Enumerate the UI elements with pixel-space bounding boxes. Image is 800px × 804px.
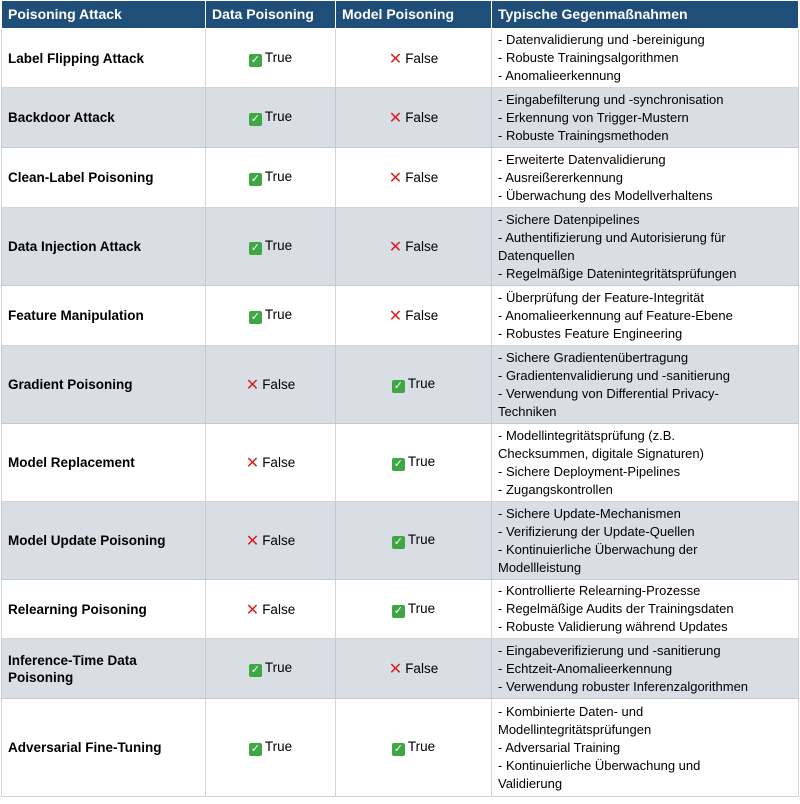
countermeasure-line: Datenquellen — [498, 247, 575, 263]
cross-icon: ✕ — [388, 308, 403, 325]
model-poisoning-value: False — [405, 110, 439, 125]
attack-name: Feature Manipulation — [2, 286, 206, 346]
cross-icon: ✕ — [388, 239, 403, 256]
attack-name: Backdoor Attack — [2, 88, 206, 148]
model-poisoning-value: False — [405, 170, 439, 185]
data-poisoning-cell — [206, 208, 336, 286]
data-poisoning-value: False — [262, 601, 296, 617]
header-attack: Poisoning Attack — [2, 1, 206, 29]
attack-name: Inference-Time Data Poisoning — [2, 639, 206, 699]
data-poisoning-cell — [206, 424, 336, 502]
cross-icon: ✕ — [388, 661, 403, 678]
attack-name: Data Injection Attack — [2, 208, 206, 286]
model-poisoning-value: True — [407, 739, 436, 754]
countermeasure-line: - Robustes Feature Engineering — [498, 325, 683, 341]
countermeasure-line: Techniken — [498, 403, 557, 419]
data-poisoning-value: False — [262, 377, 296, 392]
attack-name: Adversarial Fine-Tuning — [2, 699, 206, 797]
countermeasure-line: - Datenvalidierung und -bereinigung — [498, 32, 705, 47]
countermeasure-line: Modellleistung — [498, 559, 582, 575]
countermeasure-line: - Anomalieerkennung — [498, 68, 621, 83]
data-poisoning-value: True — [264, 739, 293, 754]
model-poisoning-cell — [336, 346, 492, 424]
model-poisoning-cell — [336, 29, 492, 88]
cross-icon: ✕ — [388, 110, 403, 127]
countermeasure-line: - Robuste Validierung während Updates — [498, 619, 728, 634]
check-box-icon: ✓ — [250, 173, 260, 185]
countermeasure-line: - Regelmäßige Audits der Trainingsdaten — [498, 601, 734, 616]
data-poisoning-value: True — [264, 307, 293, 322]
table-row — [2, 346, 799, 424]
countermeasures-cell — [492, 699, 799, 797]
countermeasures-cell — [492, 580, 799, 639]
countermeasures-cell — [492, 208, 799, 286]
countermeasures-cell — [492, 639, 799, 699]
countermeasures-cell — [492, 424, 799, 502]
table-body — [2, 29, 799, 797]
data-poisoning-cell — [206, 580, 336, 639]
data-poisoning-cell — [206, 699, 336, 797]
countermeasure-line: Modellintegritätsprüfungen — [498, 721, 652, 737]
countermeasure-line: - Überprüfung der Feature-Integrität — [498, 289, 704, 305]
check-box-icon: ✓ — [250, 664, 260, 676]
check-box-icon: ✓ — [393, 458, 403, 470]
check-box-icon: ✓ — [393, 536, 403, 548]
countermeasure-line: - Anomalieerkennung auf Feature-Ebene — [498, 307, 733, 323]
countermeasures-cell — [492, 286, 799, 346]
check-box-icon: ✓ — [250, 311, 260, 323]
model-poisoning-cell — [336, 286, 492, 346]
header-countermeasures: Typische Gegenmaßnahmen — [492, 1, 799, 29]
cross-icon: ✕ — [245, 601, 260, 619]
countermeasure-line: - Sichere Update-Mechanismen — [498, 505, 681, 521]
countermeasure-line: - Adversarial Training — [498, 739, 621, 755]
data-poisoning-cell — [206, 502, 336, 580]
countermeasure-line: - Eingabefilterung und -synchronisation — [498, 91, 724, 107]
data-poisoning-value: True — [264, 109, 293, 124]
countermeasure-line: - Kontrollierte Relearning-Prozesse — [498, 583, 701, 598]
model-poisoning-value: False — [405, 308, 439, 323]
model-poisoning-cell — [336, 424, 492, 502]
model-poisoning-cell — [336, 580, 492, 639]
attack-name: Model Update Poisoning — [2, 502, 206, 580]
check-box-icon: ✓ — [393, 380, 403, 392]
header-model-poisoning: Model Poisoning — [336, 1, 492, 29]
data-poisoning-value: False — [262, 455, 296, 470]
header-data-poisoning: Data Poisoning — [206, 1, 336, 29]
table-row — [2, 699, 799, 797]
data-poisoning-value: True — [264, 660, 293, 675]
attack-name: Clean-Label Poisoning — [2, 148, 206, 208]
countermeasures-cell — [492, 29, 799, 88]
check-box-icon: ✓ — [250, 743, 260, 755]
data-poisoning-cell — [206, 29, 336, 88]
cross-icon: ✕ — [245, 533, 260, 550]
model-poisoning-value: False — [405, 239, 439, 254]
countermeasure-line: - Verwendung robuster Inferenzalgorithmen — [498, 678, 749, 694]
data-poisoning-cell — [206, 286, 336, 346]
check-box-icon: ✓ — [393, 743, 403, 755]
attack-name: Model Replacement — [2, 424, 206, 502]
countermeasure-line: - Sichere Deployment-Pipelines — [498, 463, 681, 479]
countermeasure-line: - Überwachung des Modellverhaltens — [498, 187, 713, 203]
data-poisoning-value: True — [264, 49, 293, 65]
model-poisoning-value: True — [407, 376, 436, 391]
countermeasure-line: - Zugangskontrollen — [498, 481, 613, 497]
poisoning-attacks-table — [1, 0, 799, 797]
countermeasure-line: - Verwendung von Differential Privacy- — [498, 385, 719, 401]
cross-icon: ✕ — [388, 170, 403, 187]
countermeasure-line: - Eingabeverifizierung und -sanitierung — [498, 642, 721, 658]
countermeasure-line: - Regelmäßige Datenintegritätsprüfungen — [498, 265, 737, 281]
countermeasure-line: - Gradientenvalidierung und -sanitierung — [498, 367, 730, 383]
cross-icon: ✕ — [245, 455, 260, 472]
check-box-icon: ✓ — [393, 604, 403, 617]
model-poisoning-cell — [336, 148, 492, 208]
table-row — [2, 148, 799, 208]
model-poisoning-value: False — [405, 661, 439, 676]
model-poisoning-cell — [336, 502, 492, 580]
countermeasure-line: Validierung — [498, 775, 563, 791]
model-poisoning-value: True — [407, 600, 436, 616]
countermeasures-cell — [492, 346, 799, 424]
countermeasure-line: - Ausreißererkennung — [498, 169, 624, 185]
countermeasure-line: - Sichere Datenpipelines — [498, 211, 640, 227]
table-row — [2, 88, 799, 148]
countermeasure-line: - Kontinuierliche Überwachung der — [498, 541, 698, 557]
countermeasure-line: - Erweiterte Datenvalidierung — [498, 151, 666, 167]
data-poisoning-value: True — [264, 169, 293, 184]
header-row — [2, 1, 799, 29]
attack-name: Gradient Poisoning — [2, 346, 206, 424]
table-row — [2, 208, 799, 286]
countermeasure-line: - Sichere Gradientenübertragung — [498, 349, 689, 365]
table-row — [2, 286, 799, 346]
cross-icon: ✕ — [245, 377, 260, 394]
table-row — [2, 502, 799, 580]
countermeasure-line: - Kontinuierliche Überwachung und — [498, 757, 701, 773]
table-row — [2, 424, 799, 502]
countermeasure-line: - Robuste Trainingsmethoden — [498, 127, 669, 143]
countermeasures-cell — [492, 148, 799, 208]
model-poisoning-cell — [336, 639, 492, 699]
countermeasure-line: - Erkennung von Trigger-Mustern — [498, 109, 689, 125]
model-poisoning-cell — [336, 208, 492, 286]
data-poisoning-cell — [206, 346, 336, 424]
model-poisoning-value: False — [405, 50, 439, 66]
table-row — [2, 639, 799, 699]
countermeasure-line: - Robuste Trainingsalgorithmen — [498, 50, 679, 65]
data-poisoning-value: False — [262, 533, 296, 548]
countermeasures-cell — [492, 502, 799, 580]
data-poisoning-value: True — [264, 238, 293, 253]
model-poisoning-cell — [336, 88, 492, 148]
check-box-icon: ✓ — [250, 242, 260, 254]
countermeasure-line: - Modellintegritätsprüfung (z.B. — [498, 427, 676, 443]
check-box-icon: ✓ — [250, 53, 260, 66]
model-poisoning-value: True — [407, 454, 436, 469]
countermeasure-line: - Authentifizierung und Autorisierung für — [498, 229, 726, 245]
cross-icon: ✕ — [388, 50, 403, 68]
table-row — [2, 29, 799, 88]
model-poisoning-cell — [336, 699, 492, 797]
table-row — [2, 580, 799, 639]
countermeasure-line: Checksummen, digitale Signaturen) — [498, 445, 704, 461]
data-poisoning-cell — [206, 88, 336, 148]
data-poisoning-cell — [206, 639, 336, 699]
check-box-icon: ✓ — [250, 113, 260, 125]
countermeasure-line: - Kombinierte Daten- und — [498, 703, 644, 719]
countermeasure-line: - Echtzeit-Anomalieerkennung — [498, 660, 673, 676]
data-poisoning-cell — [206, 148, 336, 208]
countermeasures-cell — [492, 88, 799, 148]
attack-name: Label Flipping Attack — [2, 29, 206, 88]
countermeasure-line: - Verifizierung der Update-Quellen — [498, 523, 695, 539]
model-poisoning-value: True — [407, 532, 436, 547]
attack-name: Relearning Poisoning — [2, 580, 206, 639]
